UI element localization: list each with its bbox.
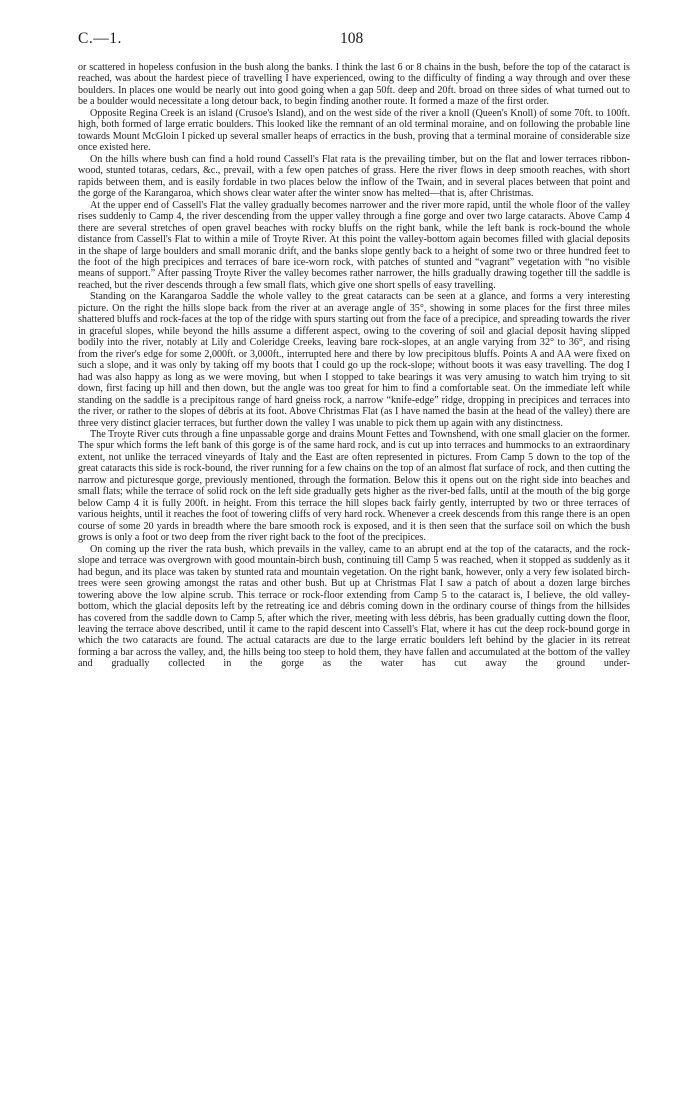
page-header (78, 30, 630, 50)
paragraph: At the upper end of Cassell's Flat the valley gradually becomes narrower and the river more rapid, until the whole floor of the valley rises suddenly to Camp 4, the river descending from the upper valley through a fine gorge and over two large cataracts. Above Camp 4 there are several stretches of open gravel beaches with rocky bluffs on the right bank, while the left bank is rock-bound the whole distance from Cassell's Flat to within a mile of Troyte River. At this point the valley-bottom again becomes filled with glacial deposits in the shape of large boulders and small moranic drift, and the banks slope gently back to a height of some two or three hundred feet to the foot of the high precipices and terraces of bare ice-worn rock, with patches of stunted and “vagrant” vegetation with “no visible means of support.” After passing Troyte River the valley becomes rather narrower, the hills gradually drawing together till the saddle is reached, but the river descends through a few small flats, which give one short spells of easy travelling. (78, 199, 630, 291)
paragraph: The Troyte River cuts through a fine unpassable gorge and drains Mount Fettes and Townshend, with one small glacier on the former. The spur which forms the left bank of this gorge is of the same hard rock, and is cut up into terraces and hummocks to an extraordinary extent, not unlike the terraced vineyards of Italy and the East are often represented in pictures. From Camp 5 down to the top of the great cataracts this side is rock-bound, the river running for a few chains on the top of an almost flat surface of rock, and then cutting the narrow and picturesque gorge, previously mentioned, through the formation. Below this it opens out on the right side into beaches and small flats; while the terrace of solid rock on the left side gradually gets higher as the river-bed falls, until at the mouth of the big gorge below Camp 4 it is fully 200ft. in height. From this terrace the hill slopes back fairly gently, interrupted by two or three terraces of various heights, until it reaches the foot of towering cliffs of very hard rock. Whenever a creek descends from this range there is an open course of some 20 yards in breadth where the bare smooth rock is exposed, and it is then seen that the surface soil on which the bush grows is only a foot or two deep from the river right back to the foot of the precipices. (78, 429, 630, 544)
paragraph: On coming up the river the rata bush, which prevails in the valley, came to an abrupt end at the top of the cataracts, and the rock-slope and terrace was overgrown with good mountain-birch bush, continuing till Camp 5 was reached, when it stopped as suddenly as it had begun, and its place was taken by stunted rata and mountain vegetation. On the right bank, however, only a very few isolated birch-trees were seen growing amongst the ratas and other bush. But up at Christmas Flat I saw a patch of about a dozen large birches towering above the low alpine scrub. This terrace or rock-floor extending from Camp 5 to the cataract is, I believe, the old valley-bottom, which the glacial deposits left by the retreating ice and débris coming down in the ordinary course of things from the hillsides has covered from the saddle down to Camp 5, after which the river, meeting with less débris, has been gradually cutting down the floor, leaving the terrace above described, until it came to the rapid descent into Cassell's Flat, where it has cut the deep rock-bound gorge in which the two cataracts are found. The actual cataracts are due to the large erratic boulders left behind by the glacier in its retreat forming a bar across the valley, and, the hills being too steep to hold them, they have fallen and accumulated at the bottom of the valley and gradually collected in the gorge as the water has cut away the ground under- (78, 543, 630, 670)
paragraph: or scattered in hopeless confusion in the bush along the banks. I think the last 6 or 8 chains in the bush, before the top of the cataract is reached, was about the hardest piece of travelling I have experienced, owing to the difficulty of finding a way through and over these boulders. In places one would be nearly out into good going when a gap 50ft. deep and 20ft. broad on three sides of what turned out to be a boulder would necessitate a long detour back, to begin finding another route. It formed a maze of the first order. (78, 62, 630, 108)
page-number: 108 (340, 30, 364, 47)
paragraph: On the hills where bush can find a hold round Cassell's Flat rata is the prevailing timber, but on the flat and lower terraces ribbon-wood, stunted totaras, cedars, &c., prevail, with a few open patches of grass. Here the river flows in deep smooth reaches, with short rapids between them, and is easily fordable in two places below the inflow of the Twain, and in several places between that point and the gorge of the Karangaroa, which shows clear water after the winter snow has melted—that is, after Christmas. (78, 153, 630, 200)
body-text (78, 62, 630, 670)
paragraph: Opposite Regina Creek is an island (Crusoe's Island), and on the west side of the river a knoll (Queen's Knoll) of some 70ft. to 100ft. high, both formed of large erratic boulders. This looked like the remnant of an old terminal moraine, and on following the probable line towards Mount McGloin I picked up several smaller heaps of erractics in the bush, proving that a terminal moraine of considerable size once existed here. (78, 107, 630, 154)
document-reference: C.—1. (78, 30, 122, 47)
paragraph: Standing on the Karangaroa Saddle the whole valley to the great cataracts can be seen at a glance, and forms a very interesting picture. On the right the hills slope back from the river at an average angle of 35°, showing in some places for the first three miles shattered bluffs and rock-faces at the top of the ridge with spurs starting out from the face of a precipice, and spreading towards the river in graceful slopes, while beyond the hills assume a different aspect, owing to the covering of soil and glacial deposit having slipped bodily into the river, notably at Lily and Coleridge Creeks, leaving bare rock-slopes, at an angle varying from 32° to 36°, and rising from the river's edge for some 2,000ft. or 3,000ft., interrupted here and there by low precipitous bluffs. Points A and AA were fixed on such a slope, and it was only by taking off my boots that I could go up the rock-slope; without boots it was easy travelling. The dog I had was also happy as long as we were moving, but when I stopped to take bearings it was very amusing to watch him trying to sit down, first facing up hill and then down, but the angle was too great for him to find a comfortable seat. On the immediate left while standing on the saddle is a precipitous range of hard gneiss rock, a narrow “knife-edge” ridge, dropping in precipices and terraces into the river, or rather to the slopes of débris at its foot. Above Christmas Flat (as I have named the basin at the head of the valley) there are three very distinct glacier terraces, but further down the valley I was unable to pick them up again with any distinctness. (78, 291, 630, 429)
